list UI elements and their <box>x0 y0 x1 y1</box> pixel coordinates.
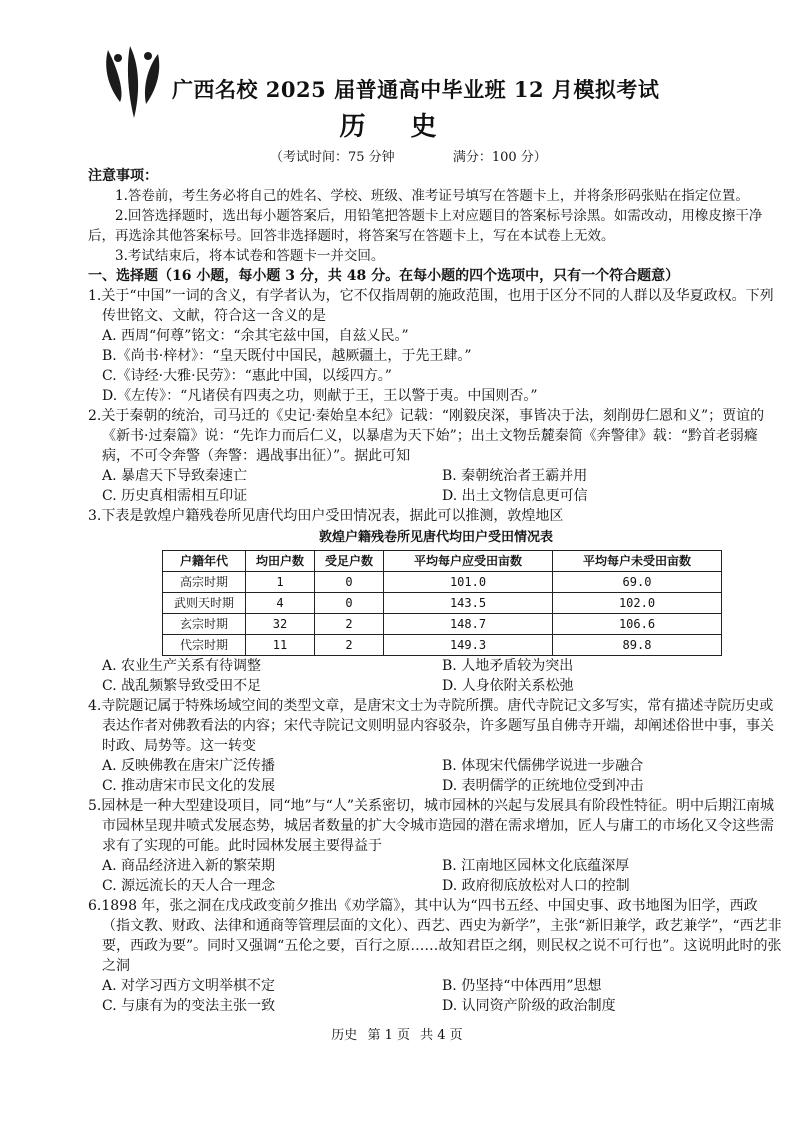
option-c: C. 与康有为的变法主张一致 <box>102 998 276 1014</box>
table-cell: 武则天时期 <box>163 593 246 614</box>
table-cell: 玄宗时期 <box>163 614 246 635</box>
options-grid <box>88 976 784 1016</box>
option-b: B. 秦朝统治者王霸并用 <box>442 468 588 484</box>
option-d: D. 出土文物信息更可信 <box>442 488 588 504</box>
option-b: B. 仍坚持“中体西用”思想 <box>442 978 602 994</box>
question-stem: 6.1898 年，张之洞在戊戌政变前夕推出《劝学篇》，其中认为“四书五经、中国史事、政书地图为旧学，西政（指文教、财政、法律和通商等管理层面的文化）、西艺、西史为新学”，主张“新旧兼学，政艺兼学”，“西艺非要，西政为要”。同时又强调“五伦之要，百行之原……故知君臣之纲，则民权之说不可行也”。这说明此时的张之洞 <box>88 898 782 974</box>
options-grid <box>88 466 784 506</box>
table-cell: 0 <box>315 593 384 614</box>
question-stem: 3.下表是敦煌户籍残卷所见唐代均田户受田情况表，据此可以推测，敦煌地区 <box>88 508 564 524</box>
notice-item: 2.回答选择题时，选出每小题答案后，用铅笔把答题卡上对应题目的答案标号涂黑。如需改动，用橡皮擦干净后，再选涂其他答案标号。回答非选择题时，将答案写在答题卡上，写在本试卷上无效。 <box>88 208 763 244</box>
table-header: 户籍年代 <box>163 551 246 572</box>
option-d: D. 人身依附关系松弛 <box>442 678 574 694</box>
question-4 <box>88 696 784 796</box>
exam-time: （考试时间：75 分钟 <box>270 150 395 165</box>
table-header: 平均每户未受田亩数 <box>553 551 722 572</box>
option-d: D. 认同资产阶级的政治制度 <box>442 998 616 1014</box>
exam-meta <box>270 146 601 165</box>
option-c: C.《诗经·大雅·民劳》：“惠此中国，以绥四方。” <box>102 368 392 384</box>
option-a: A. 反映佛教在唐宋广泛传播 <box>102 758 276 774</box>
option-d: D.《左传》：“凡诸侯有四夷之功，则献于王，王以警于夷。中国则否。” <box>102 388 538 404</box>
table-cell: 2 <box>315 635 384 656</box>
notice-item: 1.答卷前，考生务必将自己的姓名、学校、班级、准考证号填写在答题卡上，并将条形码张贴在指定位置。 <box>115 188 749 204</box>
footer-subject: 历史 <box>331 1028 358 1043</box>
option-a: A. 商品经济进入新的繁荣期 <box>102 858 276 874</box>
table-cell: 0 <box>315 572 384 593</box>
table-cell: 102.0 <box>553 593 722 614</box>
option-b: B. 体现宋代儒佛学说进一步融合 <box>442 758 644 774</box>
table-cell: 101.0 <box>384 572 553 593</box>
option-a: A. 对学习西方文明举棋不定 <box>102 978 276 994</box>
table-header-row <box>163 551 722 572</box>
option-c: C. 推动唐宋市民文化的发展 <box>102 778 276 794</box>
table-row <box>163 614 722 635</box>
table-cell: 149.3 <box>384 635 553 656</box>
table-cell: 2 <box>315 614 384 635</box>
question-1 <box>88 286 784 406</box>
question-stem: 2.关于秦朝的统治，司马迁的《史记·秦始皇本纪》记载：“刚毅戾深，事皆决于法，刻削毋仁恩和义”；贾谊的《新书·过秦篇》说：“先诈力而后仁义，以暴虐为天下始”；出土文物岳麓秦简《奔警律》载：“黔首老弱癃病，不可令奔警（奔警：遇战事出征）”。据此可知 <box>88 408 765 464</box>
option-b: B. 江南地区园林文化底蕴深厚 <box>442 858 630 874</box>
table-title: 敦煌户籍残卷所见唐代均田户受田情况表 <box>318 530 553 545</box>
exam-title: 广西名校 2025 届普通高中毕业班 12 月模拟考试 <box>172 77 660 102</box>
options-grid <box>88 756 784 796</box>
option-a: A. 农业生产关系有待调整 <box>102 658 262 674</box>
option-d: D. 表明儒学的正统地位受到冲击 <box>442 778 644 794</box>
options-grid <box>88 856 784 896</box>
options-grid <box>88 656 784 696</box>
notice-block <box>88 166 784 266</box>
exam-body <box>88 166 784 1016</box>
table-cell: 32 <box>246 614 315 635</box>
question-stem: 4.寺院题记属于特殊场域空间的类型文章，是唐宋文士为寺院所撰。唐代寺院记文多写实，常有描述寺院历史或表达作者对佛教看法的内容；宋代寺院记文则明显内容驳杂，许多题写虽自佛寺开端，却阐述俗世中事，事关时政、局势等。这一转变 <box>88 698 774 754</box>
table-header: 平均每户应受田亩数 <box>384 551 553 572</box>
question-2 <box>88 406 784 506</box>
option-a: A. 西周“何尊”铭文：“余其宅兹中国，自兹乂民。” <box>102 328 409 344</box>
full-score: 满分：100 分） <box>452 150 547 165</box>
option-c: C. 历史真相需相互印证 <box>102 488 248 504</box>
option-d: D. 政府彻底放松对人口的控制 <box>442 878 630 894</box>
section-heading: 一、选择题（16 小题，每小题 3 分，共 48 分。在每小题的四个选项中，只有一个符合题意） <box>88 268 680 284</box>
table-cell: 高宗时期 <box>163 572 246 593</box>
question-stem: 5.园林是一种大型建设项目，同“地”与“人”关系密切，城市园林的兴起与发展具有阶段性特征。明中后期江南城市园林呈现井喷式发展态势，城居者数量的扩大令城市造园的潜在需求增加，匠人与庸工的市场化又令这些需求有了实现的可能。此时园林发展主要得益于 <box>88 798 774 854</box>
option-b: B.《尚书·梓材》：“皇天既付中国民，越厥疆土，于先王肆。” <box>102 348 472 364</box>
option-b: B. 人地矛盾较为突出 <box>442 658 574 674</box>
option-c: C. 战乱频繁导致受田不足 <box>102 678 262 694</box>
notice-item: 3.考试结束后，将本试卷和答题卡一并交回。 <box>115 248 385 264</box>
table-row <box>163 635 722 656</box>
question-stem: 1.关于“中国”一词的含义，有学者认为，它不仅指周朝的施政范围，也用于区分不同的人群以及华夏政权。下列传世铭文、文献，符合这一含义的是 <box>88 288 774 324</box>
option-c: C. 源远流长的天人合一理念 <box>102 878 276 894</box>
table-row <box>163 572 722 593</box>
notice-heading: 注意事项： <box>88 168 158 184</box>
table-header: 均田户数 <box>246 551 315 572</box>
footer-total: 共 4 页 <box>420 1028 463 1043</box>
table-cell: 106.6 <box>553 614 722 635</box>
table-header: 受足户数 <box>315 551 384 572</box>
table-cell: 代宗时期 <box>163 635 246 656</box>
question-3 <box>88 506 784 696</box>
table-cell: 148.7 <box>384 614 553 635</box>
page-footer <box>0 1024 794 1043</box>
footer-page: 第 1 页 <box>367 1028 410 1043</box>
land-table <box>162 550 722 656</box>
subject-title: 历 史 <box>339 112 455 142</box>
table-cell: 89.8 <box>553 635 722 656</box>
question-5 <box>88 796 784 896</box>
table-cell: 143.5 <box>384 593 553 614</box>
option-a: A. 暴虐天下导致秦速亡 <box>102 468 248 484</box>
table-row <box>163 593 722 614</box>
table-cell: 1 <box>246 572 315 593</box>
table-cell: 69.0 <box>553 572 722 593</box>
table-cell: 4 <box>246 593 315 614</box>
table-cell: 11 <box>246 635 315 656</box>
question-6 <box>88 896 784 1016</box>
